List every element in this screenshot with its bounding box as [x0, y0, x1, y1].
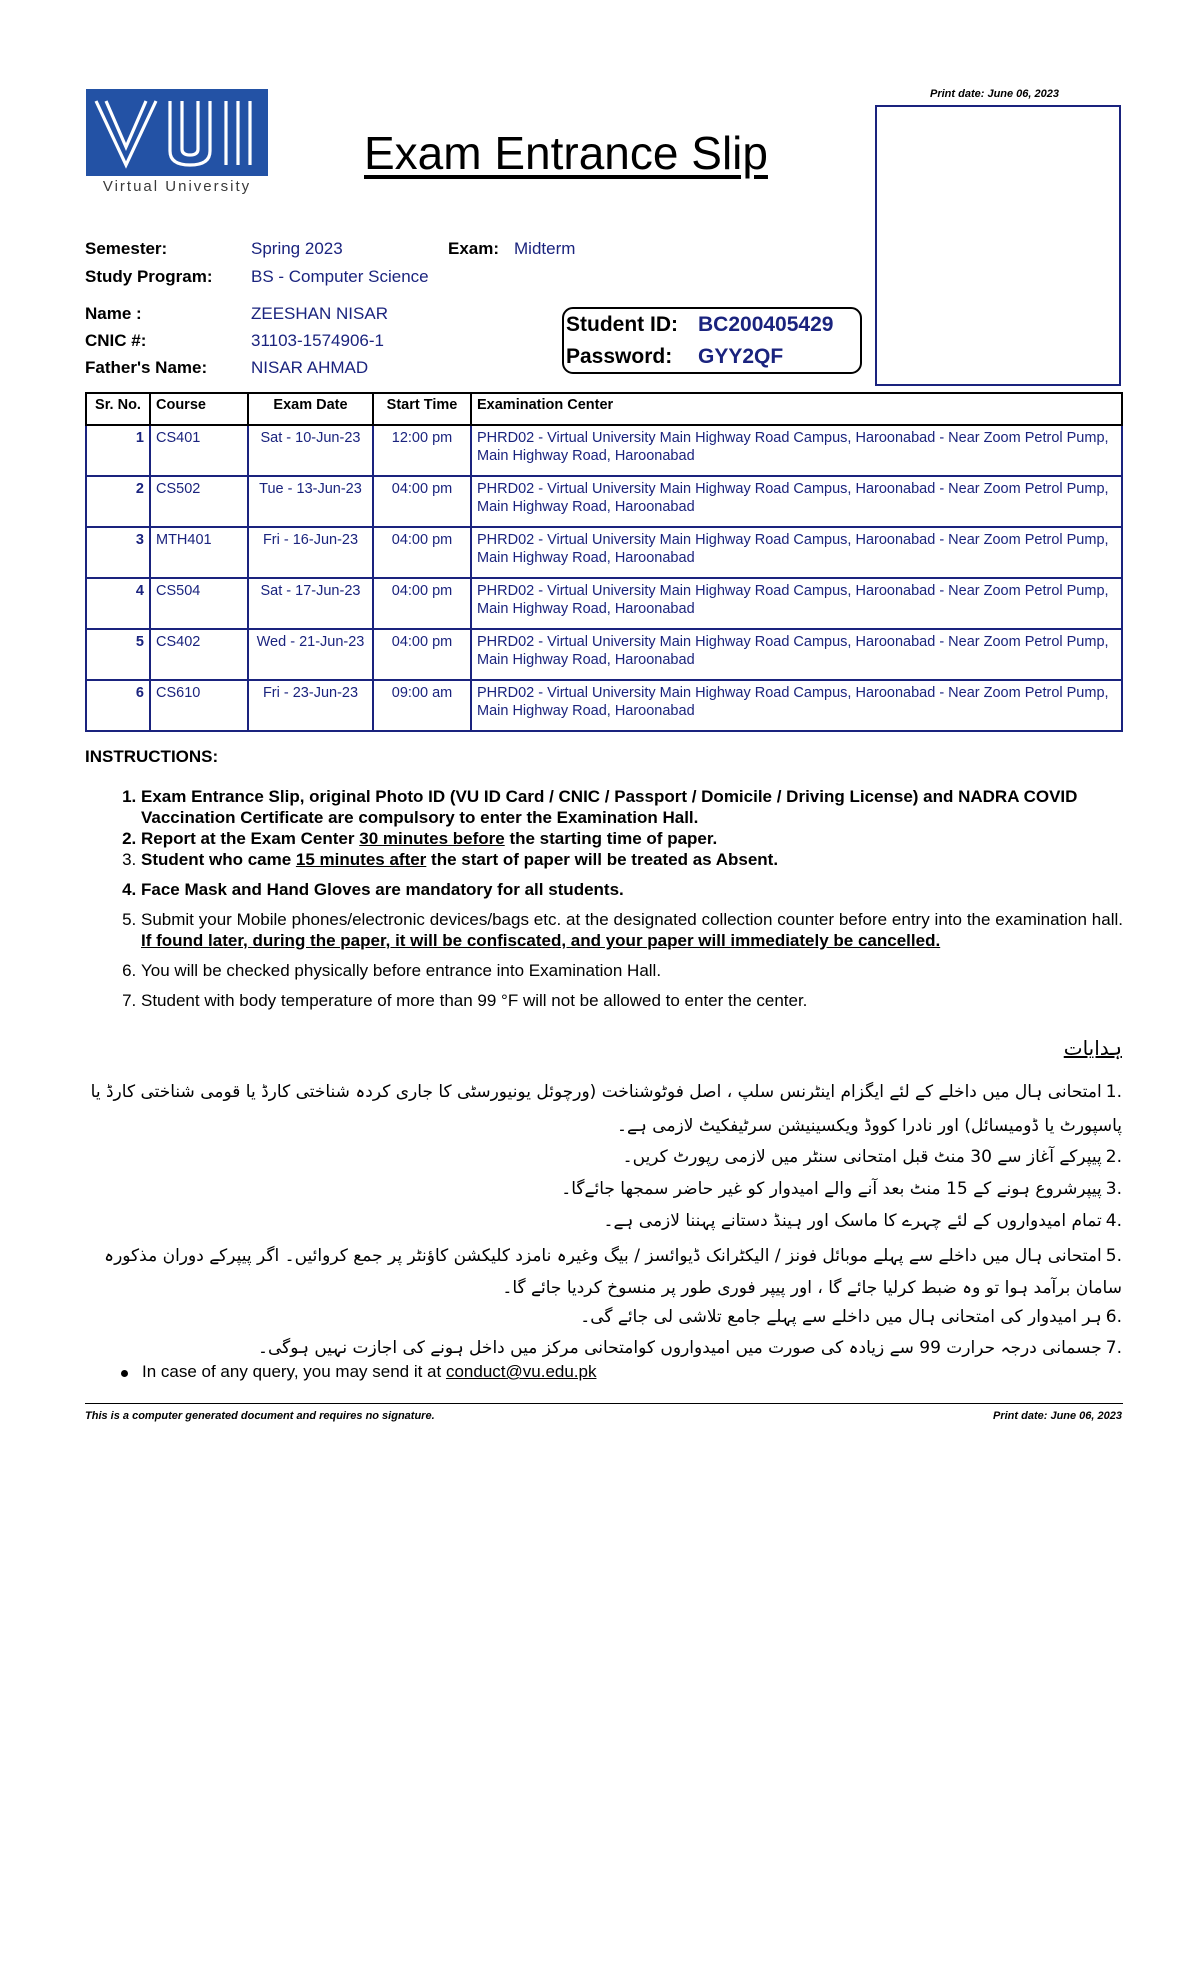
cnic-value: 31103-1574906-1 — [251, 331, 384, 350]
urdu-instruction-1: .1امتحانی ہال میں داخلے کے لئے ایگزام اینٹرنس سلپ ، اصل فوٹوشناخت (ورچوئل یونیورسٹی کا جاری کردہ شناختی کارڈ یا قومی شناختی کارڈ یا پاسپورٹ یا ڈومیسائل) اور نادرا کووڈ ویکسینیشن سرٹیفکیٹ لازمی ہے۔ — [90, 1082, 1122, 1136]
row-time: 04:00 pm — [373, 527, 471, 578]
cnic-label: CNIC #: — [85, 331, 147, 350]
row-course: CS504 — [150, 578, 248, 629]
footer-note: This is a computer generated document and requires no signature. — [85, 1410, 435, 1422]
instruction-3-a: Student who came — [141, 850, 296, 869]
row-no: 2 — [86, 476, 150, 527]
table-row — [86, 680, 1122, 731]
row-date: Tue - 13-Jun-23 — [248, 476, 373, 527]
row-course: CS610 — [150, 680, 248, 731]
row-time: 04:00 pm — [373, 476, 471, 527]
urdu-instruction-2: .2پیپرکے آغاز سے 30 منٹ قبل امتحانی سنٹر میں لازمی رپورٹ کریں۔ — [622, 1147, 1122, 1167]
table-row — [86, 476, 1122, 527]
bullet-dot — [121, 1370, 128, 1377]
page-title: Exam Entrance Slip — [364, 127, 768, 179]
father-value: NISAR AHMAD — [251, 358, 369, 377]
urdu-instruction-5: .5امتحانی ہال میں داخلے سے پہلے موبائل فونز / الیکٹرانک ڈیوائسز / بیگ وغیرہ نامزد کلیکشن کاؤنٹر پر جمع کروائیں۔ اگر پیپرکے دوران مذکورہ سامان برآمد ہوا تو وہ ضبط کرلیا جائے گا ، اور پیپر فوری طور پر منسوخ کردیا جائے گا۔ — [104, 1246, 1122, 1298]
row-course: CS401 — [150, 425, 248, 476]
logo-text: Virtual University — [102, 178, 252, 195]
urdu-instruction-6: .6ہر امیدوار کی امتحانی ہال میں داخلے سے پہلے جامع تلاشی لی جائے گی۔ — [580, 1307, 1122, 1327]
instruction-2 — [141, 828, 1123, 849]
instructions-list — [85, 786, 1123, 1011]
urdu-text-1: امتحانی ہال میں داخلے کے لئے ایگزام اینٹرنس سلپ ، اصل فوٹوشناخت (ورچوئل یونیورسٹی کا جاری کردہ شناختی کارڈ یا قومی شناختی کارڈ یا پاسپورٹ یا ڈومیسائل) اور نادرا کووڈ ویکسینیشن سرٹیفکیٹ لازمی ہے۔ — [90, 1082, 1122, 1136]
query-text: In case of any query, you may send it at — [142, 1362, 446, 1381]
table-row — [86, 578, 1122, 629]
instruction-5-a: Submit your Mobile phones/electronic devices/bags etc. at the designated collection counter before entry into the examination hall. — [141, 910, 1123, 929]
vu-logo-mark — [86, 89, 268, 176]
program-value: BS - Computer Science — [251, 267, 429, 286]
name-value: ZEESHAN NISAR — [251, 304, 388, 323]
urdu-text-7: جسمانی درجہ حرارت 99 سے زیادہ کی صورت میں امیدواروں کوامتحانی مرکز میں داخل ہونے کی اجازت نہیں ہوگی۔ — [257, 1338, 1102, 1358]
urdu-instruction-4: .4تمام امیدواروں کے لئے چہرے کا ماسک اور ہینڈ دستانے پہننا لازمی ہے۔ — [603, 1211, 1122, 1231]
urdu-text-5: امتحانی ہال میں داخلے سے پہلے موبائل فونز / الیکٹرانک ڈیوائسز / بیگ وغیرہ نامزد کلیکشن کاؤنٹر پر جمع کروائیں۔ اگر پیپرکے دوران مذکورہ سامان برآمد ہوا تو وہ ضبط کرلیا جائے گا ، اور پیپر فوری طور پر منسوخ کردیا جائے گا۔ — [104, 1246, 1122, 1298]
instruction-3 — [141, 849, 1123, 870]
urdu-instruction-7: .7جسمانی درجہ حرارت 99 سے زیادہ کی صورت میں امیدواروں کوامتحانی مرکز میں داخل ہونے کی اجازت نہیں ہوگی۔ — [257, 1338, 1122, 1358]
instruction-5-underlined: If found later, during the paper, it will be confiscated, and your paper will immediately be cancelled. — [141, 931, 941, 950]
row-time: 04:00 pm — [373, 578, 471, 629]
table-row — [86, 629, 1122, 680]
student-id-label: Student ID: — [566, 313, 678, 336]
print-date-top: Print date: June 06, 2023 — [930, 88, 1059, 100]
instruction-2-b: the starting time of paper. — [504, 829, 718, 848]
row-time: 12:00 pm — [373, 425, 471, 476]
query-email-link[interactable]: conduct@vu.edu.pk — [445, 1362, 597, 1381]
footer-divider — [85, 1403, 1123, 1404]
instruction-5 — [141, 909, 1123, 951]
exam-label: Exam: — [448, 239, 500, 258]
row-time: 09:00 am — [373, 680, 471, 731]
exam-value: Midterm — [514, 239, 576, 258]
urdu-text-2: پیپرکے آغاز سے 30 منٹ قبل امتحانی سنٹر میں لازمی رپورٹ کریں۔ — [622, 1147, 1102, 1167]
footer-print-date: Print date: June 06, 2023 — [993, 1410, 1122, 1422]
row-center: PHRD02 - Virtual University Main Highway Road Campus, Haroonabad - Near Zoom Petrol Pump, Main Highway Road, Haroonabad — [471, 527, 1122, 578]
row-course: CS502 — [150, 476, 248, 527]
header-exam-center: Examination Center — [471, 393, 1122, 425]
row-course: MTH401 — [150, 527, 248, 578]
header-course: Course — [150, 393, 248, 425]
instruction-3-underlined: 15 minutes after — [295, 850, 427, 869]
father-label: Father's Name: — [85, 358, 208, 377]
urdu-instruction-3: .3پیپرشروع ہونے کے 15 منٹ بعد آنے والے امیدوار کو غیر حاضر سمجھا جائےگا۔ — [561, 1179, 1122, 1199]
row-date: Fri - 23-Jun-23 — [248, 680, 373, 731]
instruction-7: 7. Student with body temperature of more than 99 °F will not be allowed to enter the center. — [141, 990, 1123, 1011]
instruction-3-b: the start of paper will be treated as Absent. — [426, 850, 779, 869]
instruction-2-a: Report at the Exam Center — [141, 829, 360, 848]
urdu-text-4: تمام امیدواروں کے لئے چہرے کا ماسک اور ہینڈ دستانے پہننا لازمی ہے۔ — [603, 1211, 1102, 1231]
semester-value: Spring 2023 — [251, 239, 343, 258]
instruction-1: 1. Exam Entrance Slip, original Photo ID (VU ID Card / CNIC / Passport / Domicile / Driving License) and NADRA COVID Vaccination Certificate are compulsory to enter the Examination Hall. — [141, 786, 1123, 828]
row-center: PHRD02 - Virtual University Main Highway Road Campus, Haroonabad - Near Zoom Petrol Pump, Main Highway Road, Haroonabad — [471, 425, 1122, 476]
exam-schedule-table — [85, 392, 1123, 732]
instruction-6: 6. You will be checked physically before entrance into Examination Hall. — [141, 960, 1123, 981]
header-sr-no: Sr. No. — [86, 393, 150, 425]
program-label: Study Program: — [85, 267, 213, 286]
photo-box — [875, 105, 1121, 386]
password-label: Password: — [566, 345, 673, 368]
row-no: 6 — [86, 680, 150, 731]
row-date: Sat - 10-Jun-23 — [248, 425, 373, 476]
row-center: PHRD02 - Virtual University Main Highway Road Campus, Haroonabad - Near Zoom Petrol Pump, Main Highway Road, Haroonabad — [471, 629, 1122, 680]
row-date: Fri - 16-Jun-23 — [248, 527, 373, 578]
row-center: PHRD02 - Virtual University Main Highway Road Campus, Haroonabad - Near Zoom Petrol Pump, Main Highway Road, Haroonabad — [471, 578, 1122, 629]
instructions-heading: INSTRUCTIONS: — [85, 747, 219, 766]
row-time: 04:00 pm — [373, 629, 471, 680]
urdu-text-6: ہر امیدوار کی امتحانی ہال میں داخلے سے پہلے جامع تلاشی لی جائے گی۔ — [580, 1307, 1102, 1327]
row-center: PHRD02 - Virtual University Main Highway Road Campus, Haroonabad - Near Zoom Petrol Pump, Main Highway Road, Haroonabad — [471, 476, 1122, 527]
row-no: 3 — [86, 527, 150, 578]
row-date: Sat - 17-Jun-23 — [248, 578, 373, 629]
table-row — [86, 527, 1122, 578]
student-id-value: BC200405429 — [698, 313, 834, 336]
header-start-time: Start Time — [373, 393, 471, 425]
row-no: 5 — [86, 629, 150, 680]
row-no: 1 — [86, 425, 150, 476]
semester-label: Semester: — [85, 239, 168, 258]
table-header-row — [86, 393, 1122, 425]
query-line — [142, 1362, 597, 1382]
row-center: PHRD02 - Virtual University Main Highway Road Campus, Haroonabad - Near Zoom Petrol Pump, Main Highway Road, Haroonabad — [471, 680, 1122, 731]
row-course: CS402 — [150, 629, 248, 680]
header-exam-date: Exam Date — [248, 393, 373, 425]
urdu-heading: ہدایات — [1063, 1036, 1122, 1060]
row-date: Wed - 21-Jun-23 — [248, 629, 373, 680]
vu-logo — [86, 89, 268, 197]
urdu-text-3: پیپرشروع ہونے کے 15 منٹ بعد آنے والے امیدوار کو غیر حاضر سمجھا جائےگا۔ — [561, 1179, 1102, 1199]
name-label: Name : — [85, 304, 142, 323]
row-no: 4 — [86, 578, 150, 629]
password-value: GYY2QF — [698, 345, 784, 368]
instruction-2-underlined: 30 minutes before — [359, 829, 505, 848]
instruction-4: 4. Face Mask and Hand Gloves are mandatory for all students. — [141, 879, 1123, 900]
table-row — [86, 425, 1122, 476]
